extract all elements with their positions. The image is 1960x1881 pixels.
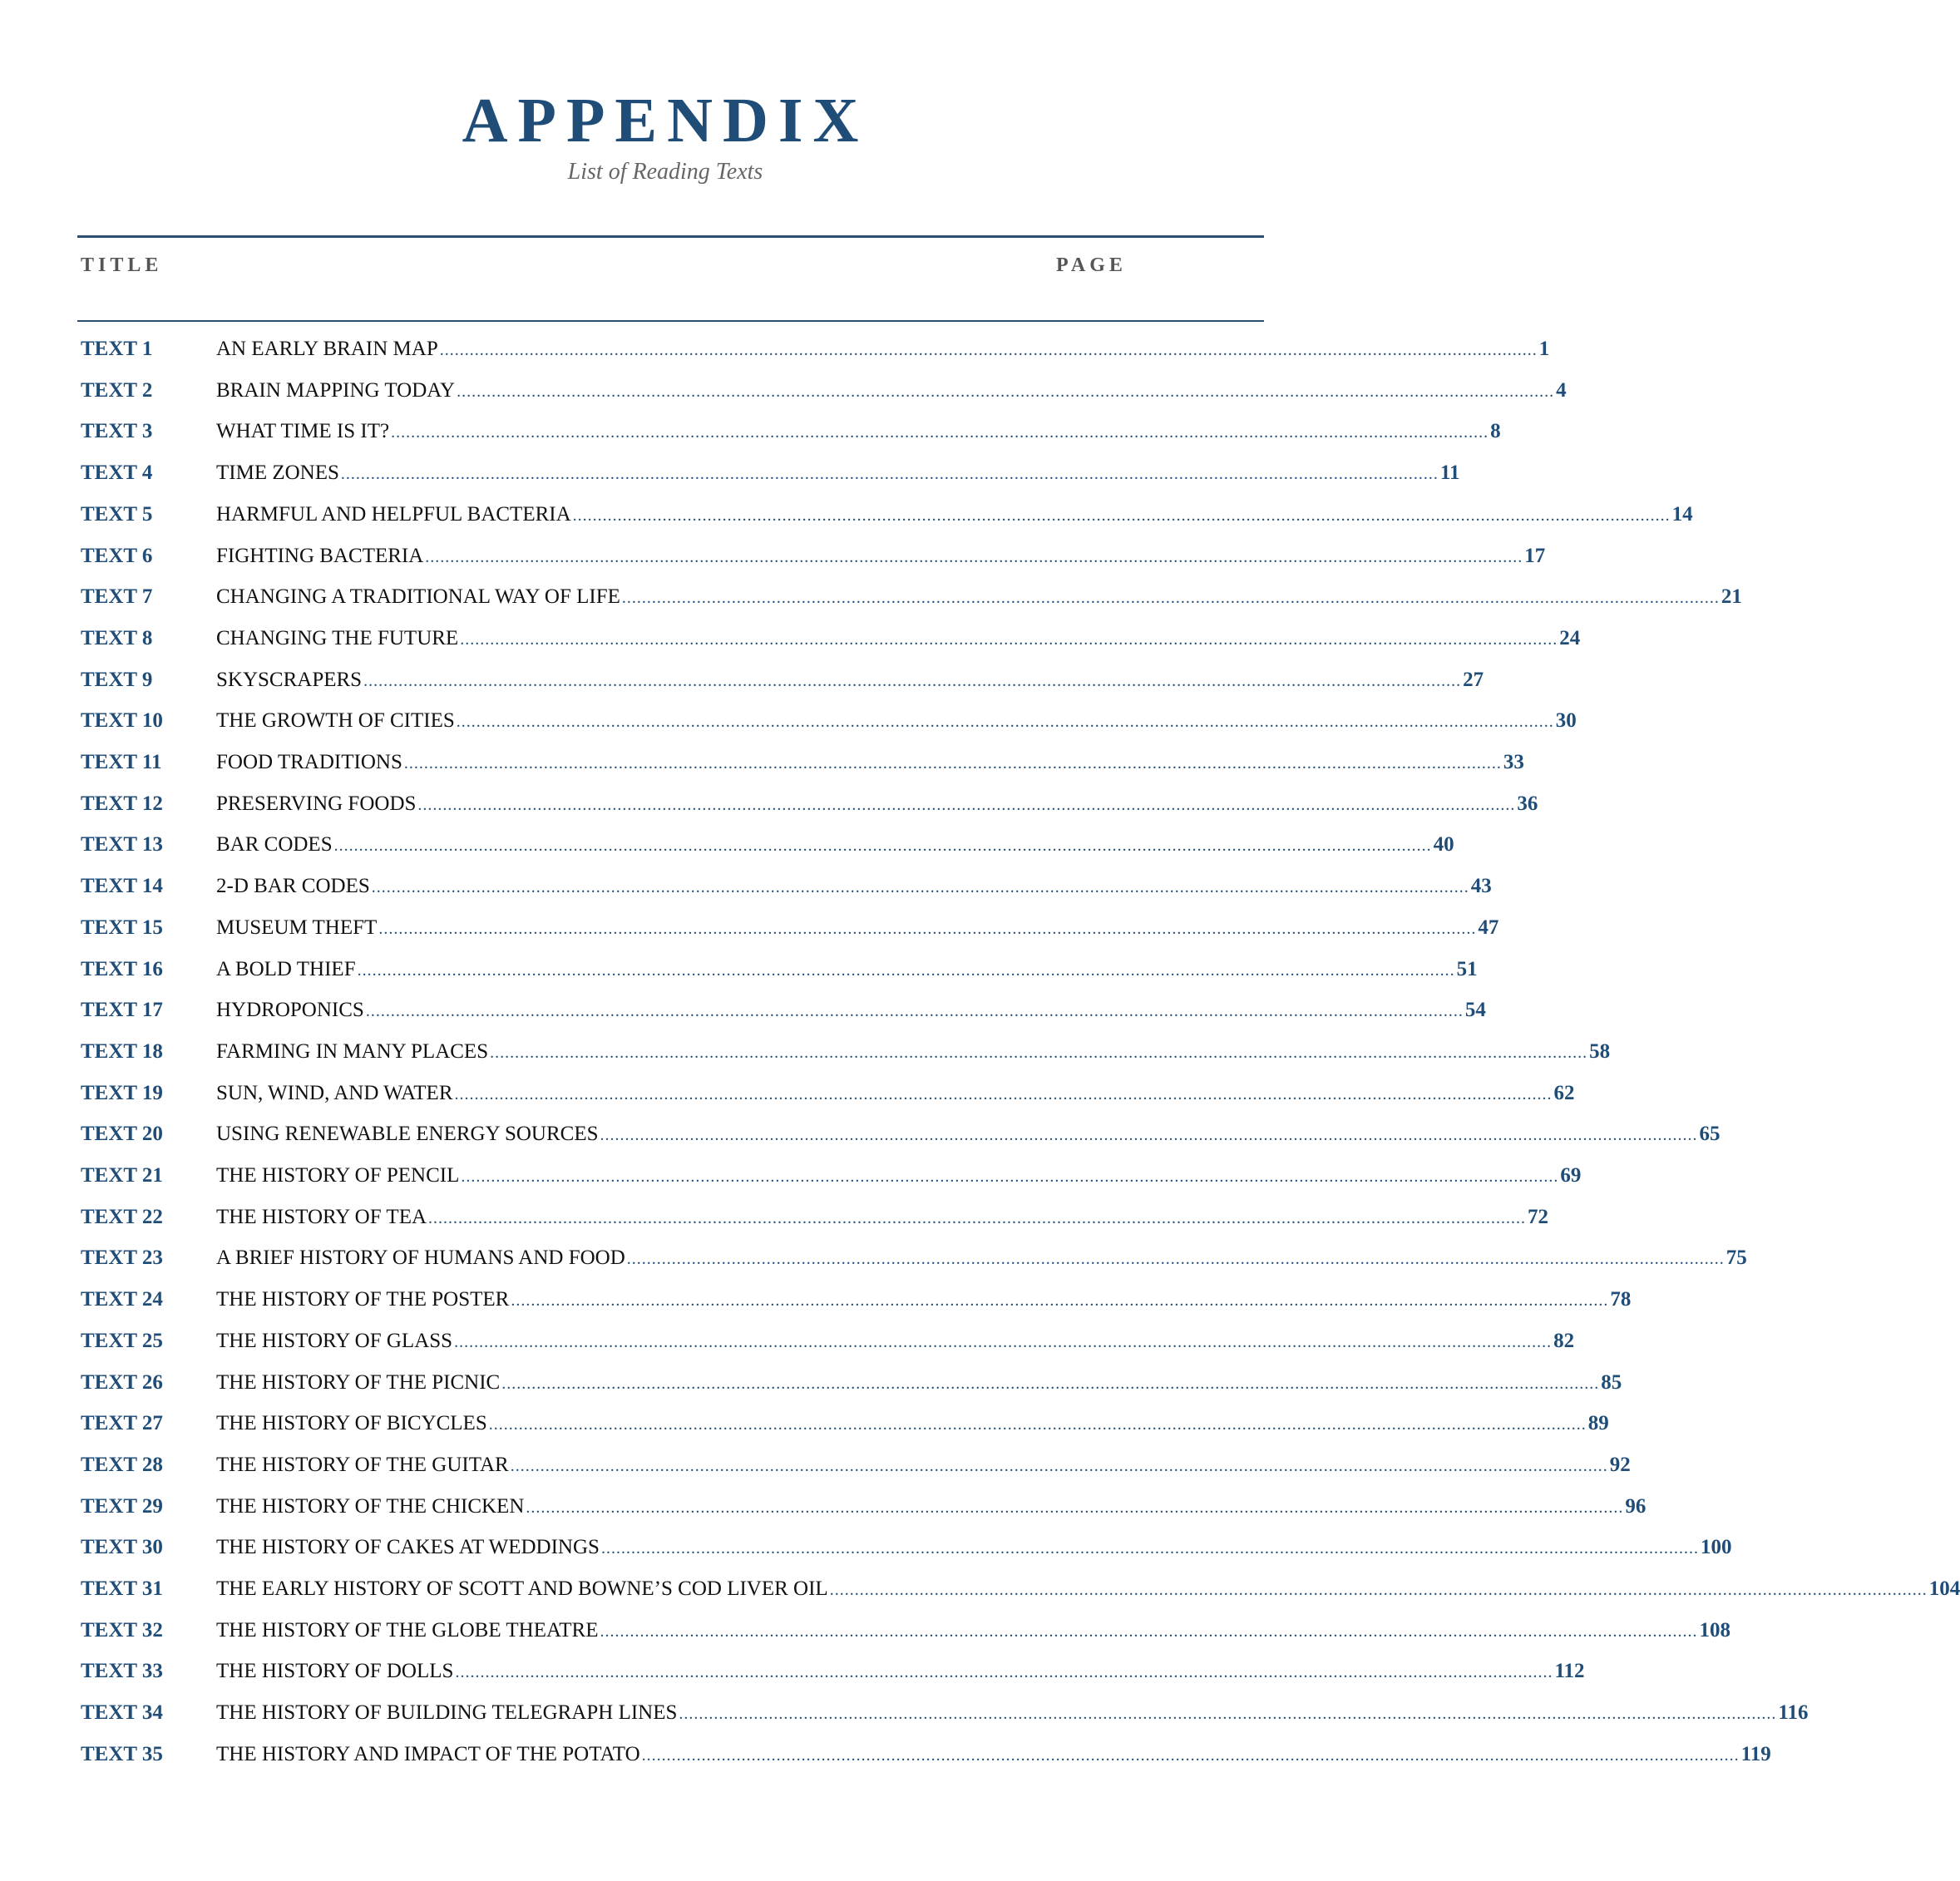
toc-entry: [216, 622, 1581, 656]
toc-text-number: TEXT 8: [81, 626, 153, 649]
toc-title: FOOD TRADITIONS: [216, 751, 402, 773]
toc-page-number: 82: [1553, 1329, 1575, 1352]
toc-page-number: 104: [1928, 1577, 1960, 1600]
toc-entry: [216, 1118, 1721, 1152]
toc-entry: [216, 1572, 1960, 1607]
toc-entry: [216, 333, 1550, 367]
toc-title: THE EARLY HISTORY OF SCOTT AND BOWNE’S COD LIVER OIL: [216, 1577, 828, 1600]
dot-leader: ............................................................................................................................................................................................................................: [600, 1539, 1699, 1558]
toc-row[interactable]: [81, 1118, 1721, 1151]
toc-entry: [216, 1159, 1582, 1193]
dot-leader: ............................................................................................................................................................................................................................: [391, 423, 1489, 442]
dot-leader: ............................................................................................................................................................................................................................: [572, 506, 1671, 525]
toc-page-number: 40: [1433, 833, 1454, 857]
toc-row[interactable]: [81, 1201, 1549, 1234]
toc-row[interactable]: [81, 953, 1478, 986]
toc-page-number: 89: [1587, 1412, 1609, 1435]
toc-page-number: 119: [1740, 1742, 1771, 1765]
toc-row[interactable]: [81, 1407, 1609, 1440]
toc-page-number: 14: [1671, 502, 1693, 526]
toc-row[interactable]: [81, 1614, 1730, 1647]
toc-entry: [216, 1490, 1646, 1524]
toc-entry: [216, 1407, 1609, 1441]
toc-page-number: 51: [1456, 957, 1478, 980]
dot-leader: ............................................................................................................................................................................................................................: [490, 1043, 1588, 1062]
toc-text-number: TEXT 7: [81, 585, 153, 609]
toc-title: THE HISTORY OF BUILDING TELEGRAPH LINES: [216, 1701, 678, 1725]
toc-entry: [216, 911, 1499, 945]
toc-title: A BOLD THIEF: [216, 957, 356, 980]
toc-text-number: TEXT 11: [81, 751, 162, 773]
page-subtitle: List of Reading Texts: [567, 159, 763, 185]
toc-title: THE HISTORY OF THE CHICKEN: [216, 1494, 525, 1518]
toc-entry: [216, 787, 1538, 822]
dot-leader: ............................................................................................................................................................................................................................: [403, 754, 1502, 773]
page-title: APPENDIX: [462, 86, 869, 156]
toc-title: 2-D BAR CODES: [216, 875, 370, 898]
toc-text-number: TEXT 35: [81, 1742, 163, 1765]
toc-page-number: 65: [1699, 1123, 1721, 1146]
toc-title: THE HISTORY OF PENCIL: [216, 1164, 460, 1187]
toc-entry: [216, 1242, 1747, 1276]
toc-page-number: 1: [1538, 338, 1550, 360]
toc-entry: [216, 540, 1546, 574]
toc-title: THE GROWTH OF CITIES: [216, 709, 455, 733]
toc-title: THE HISTORY OF TEA: [216, 1205, 427, 1228]
toc-text-number: TEXT 20: [81, 1123, 163, 1146]
toc-entry: [216, 1035, 1611, 1069]
toc-title: THE HISTORY OF DOLLS: [216, 1660, 454, 1683]
dot-leader: ............................................................................................................................................................................................................................: [510, 1456, 1608, 1475]
toc-row[interactable]: [81, 457, 1460, 490]
dot-leader: ............................................................................................................................................................................................................................: [829, 1581, 1928, 1599]
toc-row[interactable]: [81, 1655, 1585, 1688]
toc-text-number: TEXT 34: [81, 1701, 163, 1725]
toc-text-number: TEXT 14: [81, 875, 163, 898]
toc-row[interactable]: [81, 1449, 1631, 1482]
toc-page-number: 85: [1601, 1370, 1622, 1394]
toc-title: A BRIEF HISTORY OF HUMANS AND FOOD: [216, 1247, 625, 1270]
toc-entry: [216, 1366, 1622, 1400]
dot-leader: ............................................................................................................................................................................................................................: [340, 465, 1439, 484]
toc-row[interactable]: [81, 1035, 1611, 1069]
dot-leader: ............................................................................................................................................................................................................................: [526, 1498, 1624, 1517]
dot-leader: ............................................................................................................................................................................................................................: [357, 960, 1455, 980]
toc-text-number: TEXT 2: [81, 378, 153, 402]
dot-leader: ............................................................................................................................................................................................................................: [455, 1663, 1553, 1682]
toc-title: CHANGING A TRADITIONAL WAY OF LIFE: [216, 585, 620, 609]
title-column-header: TITLE: [81, 254, 163, 276]
top-rule: [77, 235, 1264, 238]
toc-text-number: TEXT 12: [81, 792, 163, 815]
toc-text-number: TEXT 16: [81, 957, 163, 980]
toc-title: THE HISTORY OF THE GLOBE THEATRE: [216, 1618, 599, 1642]
toc-page-number: 75: [1725, 1247, 1747, 1270]
dot-leader: ............................................................................................................................................................................................................................: [365, 1002, 1464, 1021]
toc-row[interactable]: [81, 828, 1454, 862]
toc-text-number: TEXT 21: [81, 1164, 163, 1187]
toc-title: HARMFUL AND HELPFUL BACTERIA: [216, 502, 571, 526]
toc-row[interactable]: [81, 870, 1492, 903]
toc-text-number: TEXT 5: [81, 502, 153, 526]
toc-page-number: 11: [1439, 462, 1460, 485]
toc-title: BRAIN MAPPING TODAY: [216, 378, 456, 402]
dot-leader: ............................................................................................................................................................................................................................: [679, 1705, 1777, 1724]
toc-title: FIGHTING BACTERIA: [216, 544, 424, 567]
toc-page-number: 30: [1555, 709, 1577, 733]
toc-page-number: 36: [1517, 792, 1538, 815]
toc-entry: [216, 1201, 1549, 1235]
toc-text-number: TEXT 6: [81, 544, 153, 567]
toc-entry: [216, 870, 1492, 904]
toc-page-number: 96: [1625, 1494, 1646, 1518]
toc-title: THE HISTORY OF CAKES AT WEDDINGS: [216, 1536, 600, 1559]
toc-entry: [216, 704, 1577, 738]
toc-page-number: 24: [1559, 626, 1581, 649]
toc-entry: [216, 664, 1484, 698]
dot-leader: ............................................................................................................................................................................................................................: [460, 629, 1558, 649]
toc-row[interactable]: [81, 498, 1693, 531]
dot-leader: ............................................................................................................................................................................................................................: [511, 1291, 1609, 1311]
toc-title: THE HISTORY OF THE PICNIC: [216, 1370, 501, 1394]
toc-page-number: 62: [1553, 1081, 1575, 1104]
dot-leader: ............................................................................................................................................................................................................................: [461, 1168, 1559, 1186]
toc-row[interactable]: [81, 746, 1524, 779]
toc-page-number: 112: [1554, 1660, 1585, 1683]
toc-entry: [216, 1531, 1732, 1565]
toc-row[interactable]: [81, 333, 1550, 366]
toc-row[interactable]: [81, 415, 1501, 448]
toc-row[interactable]: [81, 1531, 1732, 1564]
toc-page-number: 58: [1589, 1039, 1611, 1063]
toc-title: USING RENEWABLE ENERGY SOURCES: [216, 1123, 599, 1146]
dot-leader: ............................................................................................................................................................................................................................: [425, 547, 1523, 566]
toc-page-number: 78: [1610, 1288, 1632, 1311]
toc-row[interactable]: [81, 1738, 1771, 1771]
toc-row[interactable]: [81, 1242, 1747, 1275]
toc-title: SKYSCRAPERS: [216, 668, 363, 691]
dot-leader: ............................................................................................................................................................................................................................: [600, 1126, 1698, 1145]
toc-page-number: 108: [1699, 1618, 1730, 1642]
toc-entry: [216, 1449, 1631, 1483]
dot-leader: ............................................................................................................................................................................................................................: [501, 1374, 1600, 1393]
toc-page-number: 21: [1721, 585, 1742, 609]
toc-page-number: 17: [1524, 544, 1546, 567]
dot-leader: ............................................................................................................................................................................................................................: [417, 795, 1516, 814]
toc-text-number: TEXT 26: [81, 1370, 163, 1394]
toc-page-number: 116: [1778, 1701, 1809, 1725]
toc-row[interactable]: [81, 1572, 1960, 1606]
dot-leader: ............................................................................................................................................................................................................................: [626, 1250, 1725, 1269]
toc-page-number: 43: [1470, 875, 1492, 898]
toc-row[interactable]: [81, 1077, 1575, 1110]
toc-row[interactable]: [81, 704, 1577, 738]
dot-leader: ............................................................................................................................................................................................................................: [363, 671, 1462, 690]
toc-text-number: TEXT 18: [81, 1039, 163, 1063]
toc-row[interactable]: [81, 374, 1567, 407]
toc-page-number: 100: [1700, 1536, 1732, 1559]
toc-text-number: TEXT 31: [81, 1577, 163, 1600]
toc-entry: [216, 498, 1693, 532]
toc-page-number: 72: [1528, 1205, 1549, 1228]
toc-text-number: TEXT 33: [81, 1660, 163, 1683]
toc-entry: [216, 1077, 1575, 1111]
dot-leader: ............................................................................................................................................................................................................................: [439, 341, 1538, 359]
toc-text-number: TEXT 25: [81, 1329, 163, 1352]
dot-leader: ............................................................................................................................................................................................................................: [454, 1332, 1553, 1351]
toc-text-number: TEXT 13: [81, 833, 163, 857]
toc-text-number: TEXT 27: [81, 1412, 163, 1435]
header-bottom-rule: [77, 320, 1264, 322]
toc-title: AN EARLY BRAIN MAP: [216, 338, 438, 360]
toc-entry: [216, 746, 1524, 780]
toc-title: BAR CODES: [216, 833, 333, 857]
toc-title: THE HISTORY OF THE GUITAR: [216, 1453, 509, 1476]
page-column-header: PAGE: [1056, 254, 1127, 276]
toc-page-number: 33: [1503, 751, 1524, 773]
toc-text-number: TEXT 19: [81, 1081, 163, 1104]
toc-page-number: 8: [1490, 420, 1501, 443]
toc-text-number: TEXT 23: [81, 1247, 163, 1270]
toc-entry: [216, 953, 1478, 987]
toc-entry: [216, 1283, 1632, 1317]
toc-text-number: TEXT 30: [81, 1536, 163, 1559]
dot-leader: ............................................................................................................................................................................................................................: [371, 878, 1469, 897]
toc-row[interactable]: [81, 1366, 1622, 1400]
toc-row[interactable]: [81, 580, 1742, 614]
toc-row[interactable]: [81, 1490, 1646, 1523]
toc-text-number: TEXT 17: [81, 999, 163, 1022]
toc-page-number: 69: [1560, 1164, 1582, 1187]
dot-leader: ............................................................................................................................................................................................................................: [454, 1084, 1553, 1103]
toc-title: PRESERVING FOODS: [216, 792, 417, 815]
toc-entry: [216, 1655, 1585, 1689]
dot-leader: ............................................................................................................................................................................................................................: [428, 1208, 1527, 1227]
toc-row[interactable]: [81, 1283, 1632, 1316]
dot-leader: ............................................................................................................................................................................................................................: [378, 919, 1477, 938]
toc-text-number: TEXT 15: [81, 916, 163, 939]
toc-title: THE HISTORY OF GLASS: [216, 1329, 453, 1352]
toc-text-number: TEXT 10: [81, 709, 163, 733]
toc-title: SUN, WIND, AND WATER: [216, 1081, 453, 1104]
toc-row[interactable]: [81, 622, 1581, 655]
toc-entry: [216, 1614, 1730, 1648]
toc-title: TIME ZONES: [216, 462, 339, 485]
toc-row[interactable]: [81, 787, 1538, 821]
toc-row[interactable]: [81, 1696, 1809, 1730]
toc-entry: [216, 457, 1460, 491]
toc-entry: [216, 1696, 1809, 1730]
toc-title: HYDROPONICS: [216, 999, 364, 1022]
toc-title: WHAT TIME IS IT?: [216, 420, 390, 443]
toc-title: THE HISTORY AND IMPACT OF THE POTATO: [216, 1742, 640, 1765]
toc-title: CHANGING THE FUTURE: [216, 626, 459, 649]
toc-page-number: 54: [1464, 999, 1486, 1022]
toc-row[interactable]: [81, 1325, 1575, 1358]
toc-entry: [216, 1738, 1771, 1772]
toc-entry: [216, 580, 1742, 615]
dot-leader: ............................................................................................................................................................................................................................: [457, 382, 1555, 401]
toc-title: MUSEUM THEFT: [216, 916, 378, 939]
toc-page-number: 92: [1609, 1453, 1631, 1476]
toc-title: THE HISTORY OF THE POSTER: [216, 1288, 510, 1311]
toc-page-number: 4: [1556, 378, 1567, 402]
toc-row[interactable]: [81, 994, 1486, 1027]
toc-text-number: TEXT 28: [81, 1453, 163, 1476]
toc-row[interactable]: [81, 911, 1499, 945]
dot-leader: ............................................................................................................................................................................................................................: [488, 1415, 1587, 1434]
toc-text-number: TEXT 24: [81, 1288, 163, 1311]
toc-page-number: 47: [1478, 916, 1499, 939]
toc-text-number: TEXT 3: [81, 420, 153, 443]
dot-leader: ............................................................................................................................................................................................................................: [641, 1745, 1740, 1765]
dot-leader: ............................................................................................................................................................................................................................: [621, 589, 1720, 608]
dot-leader: ............................................................................................................................................................................................................................: [333, 837, 1432, 856]
toc-text-number: TEXT 22: [81, 1205, 163, 1228]
toc-entry: [216, 415, 1501, 449]
toc-page-number: 27: [1463, 668, 1484, 691]
toc-text-number: TEXT 32: [81, 1618, 163, 1642]
toc-entry: [216, 994, 1486, 1028]
dot-leader: ............................................................................................................................................................................................................................: [600, 1622, 1698, 1641]
toc-row[interactable]: [81, 664, 1484, 697]
toc-row[interactable]: [81, 1159, 1582, 1192]
toc-text-number: TEXT 9: [81, 668, 153, 691]
toc-entry: [216, 828, 1454, 862]
dot-leader: ............................................................................................................................................................................................................................: [456, 713, 1554, 732]
toc-row[interactable]: [81, 540, 1546, 573]
toc-entry: [216, 1325, 1575, 1359]
toc-title: FARMING IN MANY PLACES: [216, 1039, 489, 1063]
toc-text-number: TEXT 4: [81, 462, 153, 485]
toc-title: THE HISTORY OF BICYCLES: [216, 1412, 487, 1435]
toc-text-number: TEXT 29: [81, 1494, 163, 1518]
toc-entry: [216, 374, 1567, 408]
toc-text-number: TEXT 1: [81, 338, 153, 360]
